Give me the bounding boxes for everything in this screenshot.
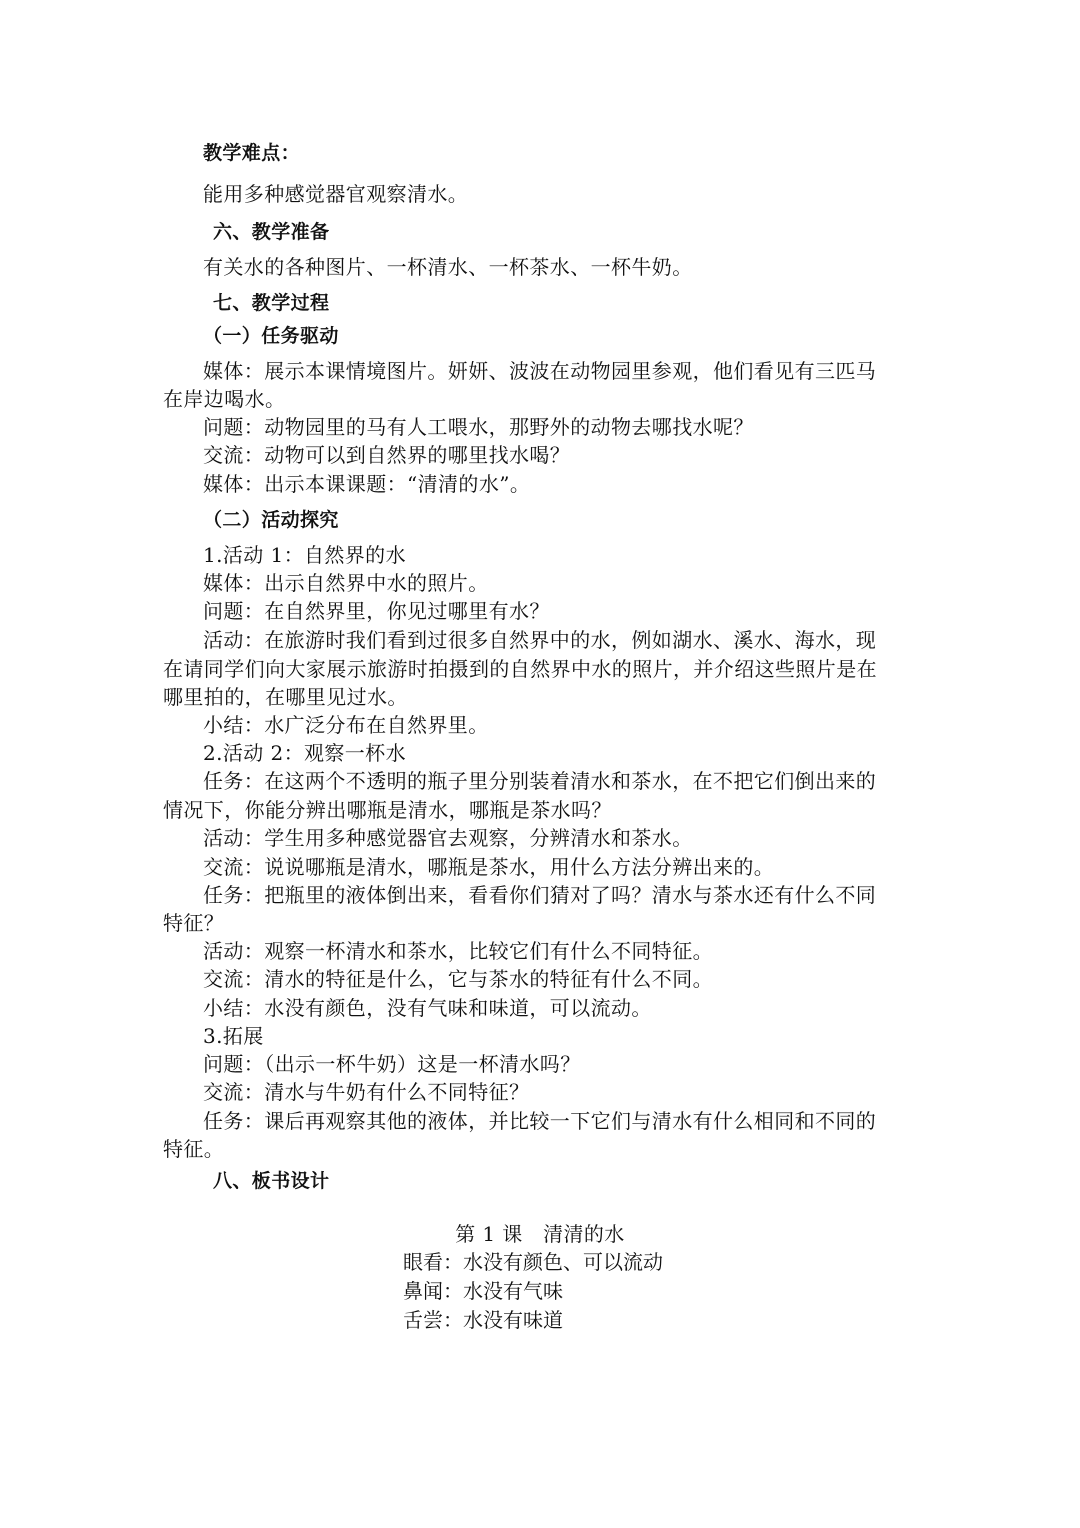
part1-heading: （一）任务驱动 <box>203 325 339 347</box>
paragraph-line: 交流：清水的特征是什么，它与茶水的特征有什么不同。 <box>203 967 713 991</box>
board-item: 舌尝：水没有味道 <box>403 1308 563 1332</box>
paragraph-line: 媒体：展示本课情境图片。妍妍、波波在动物园里参观，他们看见有三匹马 <box>203 359 877 383</box>
board-heading: 八、板书设计 <box>213 1170 330 1192</box>
paragraph-line: 任务：把瓶里的液体倒出来，看看你们猜对了吗？清水与茶水还有什么不同 <box>203 883 877 907</box>
board-title: 第 1 课 清清的水 <box>455 1222 625 1246</box>
paragraph-line: 活动：观察一杯清水和茶水，比较它们有什么不同特征。 <box>203 939 713 963</box>
paragraph-line: 1.活动 1：自然界的水 <box>203 543 406 567</box>
paragraph-line: 交流：动物可以到自然界的哪里找水喝？ <box>203 443 571 467</box>
paragraph-line: 3.拓展 <box>203 1024 264 1048</box>
process-heading: 七、教学过程 <box>213 292 330 314</box>
paragraph-line: 小结：水没有颜色，没有气味和味道，可以流动。 <box>203 996 652 1020</box>
paragraph-line: 交流：说说哪瓶是清水，哪瓶是茶水，用什么方法分辨出来的。 <box>203 855 775 879</box>
prep-heading: 六、教学准备 <box>213 221 330 243</box>
paragraph-line: 特征？ <box>163 911 225 935</box>
paragraph-line: 情况下，你能分辨出哪瓶是清水，哪瓶是茶水吗？ <box>163 798 612 822</box>
paragraph-line: 媒体：出示自然界中水的照片。 <box>203 571 489 595</box>
part2-heading: （二）活动探究 <box>203 509 339 531</box>
paragraph-line: 问题：（出示一杯牛奶）这是一杯清水吗？ <box>203 1052 581 1076</box>
paragraph-line: 在岸边喝水。 <box>163 387 286 411</box>
paragraph-line: 问题：动物园里的马有人工喂水，那野外的动物去哪找水呢？ <box>203 415 754 439</box>
board-item: 鼻闻：水没有气味 <box>403 1279 563 1303</box>
paragraph-line: 任务：课后再观察其他的液体，并比较一下它们与清水有什么相同和不同的 <box>203 1109 877 1133</box>
paragraph-line: 特征。 <box>163 1137 225 1161</box>
board-item: 眼看：水没有颜色、可以流动 <box>403 1250 663 1274</box>
paragraph-line: 在请同学们向大家展示旅游时拍摄到的自然界中水的照片，并介绍这些照片是在 <box>163 657 877 681</box>
paragraph-line: 哪里拍的，在哪里见过水。 <box>163 685 408 709</box>
paragraph-line: 活动：在旅游时我们看到过很多自然界中的水，例如湖水、溪水、海水，现 <box>203 628 877 652</box>
paragraph-line: 2.活动 2：观察一杯水 <box>203 741 406 765</box>
paragraph-line: 媒体：出示本课课题：“清清的水”。 <box>203 472 531 496</box>
difficulty-heading: 教学难点： <box>203 142 301 164</box>
difficulty-text: 能用多种感觉器官观察清水。 <box>203 182 469 206</box>
paragraph-line: 问题：在自然界里，你见过哪里有水？ <box>203 599 550 623</box>
prep-text: 有关水的各种图片、一杯清水、一杯茶水、一杯牛奶。 <box>203 255 693 279</box>
paragraph-line: 交流：清水与牛奶有什么不同特征？ <box>203 1080 530 1104</box>
paragraph-line: 任务：在这两个不透明的瓶子里分别装着清水和茶水，在不把它们倒出来的 <box>203 769 877 793</box>
paragraph-line: 小结：水广泛分布在自然界里。 <box>203 713 489 737</box>
paragraph-line: 活动：学生用多种感觉器官去观察，分辨清水和茶水。 <box>203 826 693 850</box>
